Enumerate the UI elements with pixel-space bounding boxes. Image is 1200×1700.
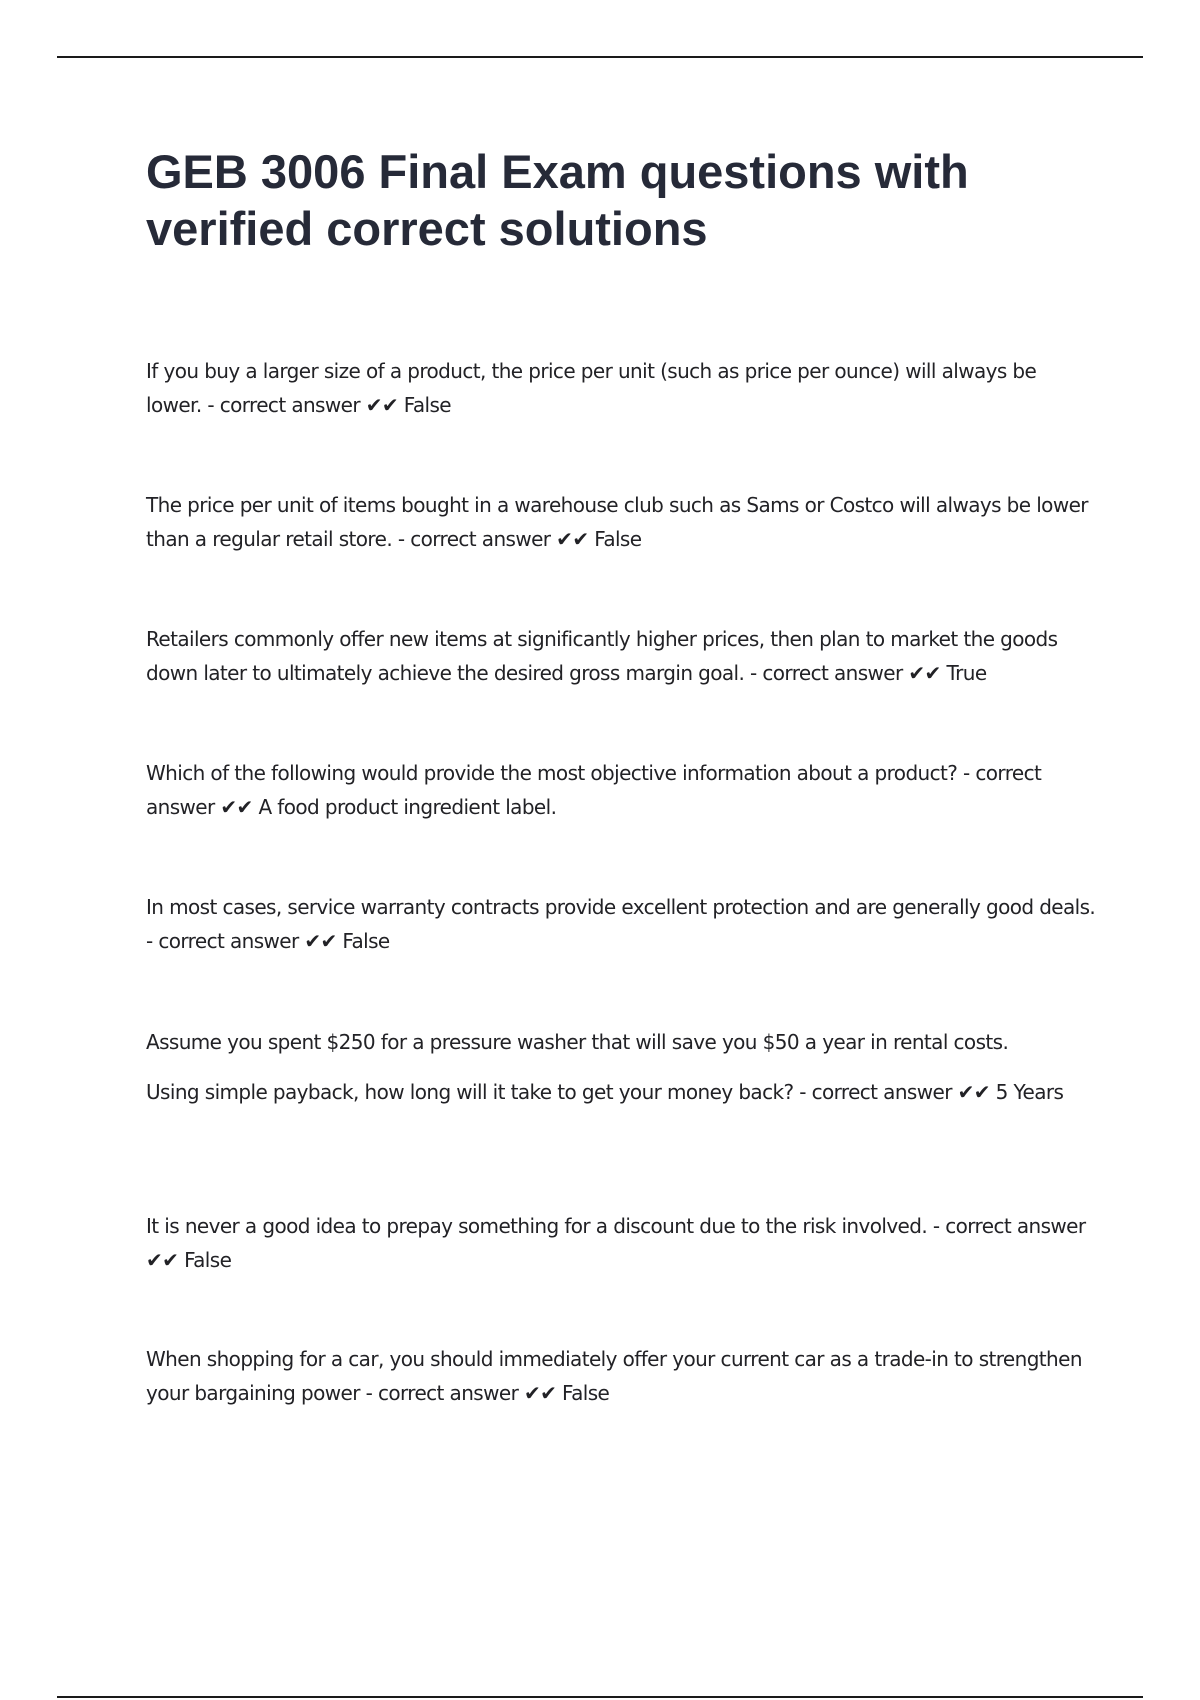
question-answer-item xyxy=(146,354,1096,422)
question-text: When shopping for a car, you should immediately offer your current car as a trade-in to strengthen your bargaining power - correct answer ✔✔ False xyxy=(146,1347,1082,1405)
question-answer-item xyxy=(146,622,1096,690)
question-answer-item xyxy=(146,1025,1096,1109)
question-text: Assume you spent $250 for a pressure washer that will save you $50 a year in rental costs. xyxy=(146,1030,1009,1054)
bottom-divider xyxy=(57,1696,1143,1698)
question-text: The price per unit of items bought in a warehouse club such as Sams or Costco will always be lower than a regular retail store. - correct answer ✔✔ False xyxy=(146,493,1088,551)
question-answer-item xyxy=(146,890,1096,958)
page-title: GEB 3006 Final Exam questions with verified correct solutions xyxy=(146,145,969,255)
question-answer-item xyxy=(146,488,1096,556)
top-divider xyxy=(57,56,1143,58)
question-text: Retailers commonly offer new items at significantly higher prices, then plan to market the goods down later to ultimately achieve the desired gross margin goal. - correct answer ✔✔ True xyxy=(146,627,1058,685)
question-answer-item xyxy=(146,1209,1096,1277)
question-text: Which of the following would provide the most objective information about a product? - correct answer ✔✔ A food product ingredient label. xyxy=(146,761,1042,819)
question-answer-item xyxy=(146,1342,1096,1410)
question-text: If you buy a larger size of a product, the price per unit (such as price per ounce) will always be lower. - correct answer ✔✔ False xyxy=(146,359,1037,417)
question-text: It is never a good idea to prepay something for a discount due to the risk involved. - correct answer ✔✔ False xyxy=(146,1214,1086,1272)
question-text: In most cases, service warranty contracts provide excellent protection and are generally good deals. - correct answer ✔✔ False xyxy=(146,895,1096,953)
question-text: Using simple payback, how long will it take to get your money back? - correct answer ✔✔ 5 Years xyxy=(146,1080,1064,1104)
question-answer-item xyxy=(146,756,1096,824)
